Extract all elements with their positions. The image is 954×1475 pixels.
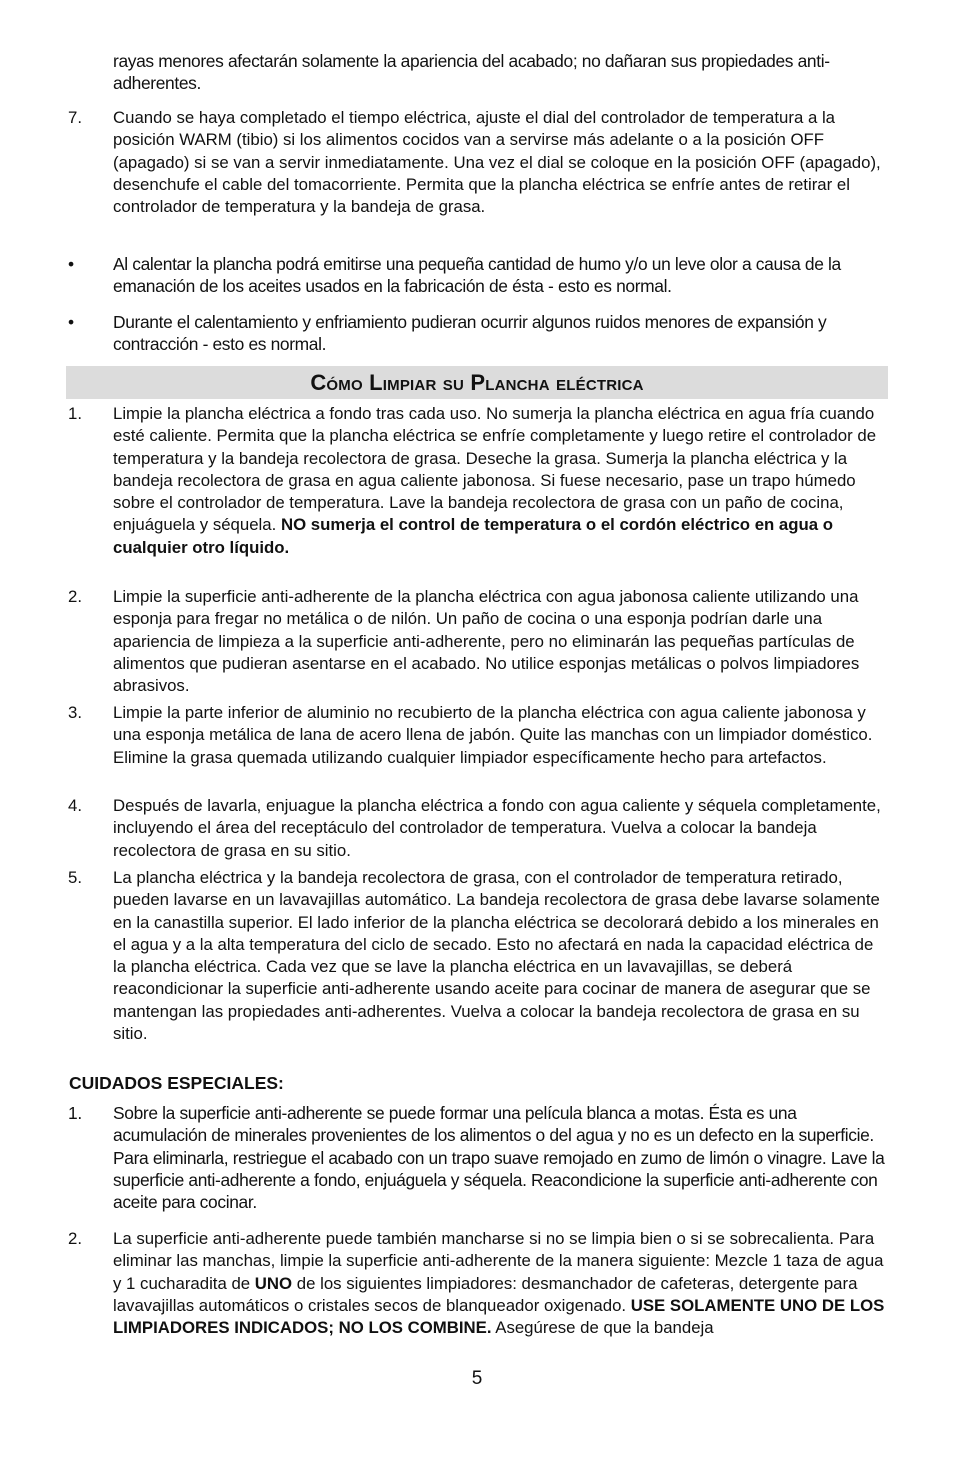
bullet-item	[68, 253, 886, 298]
list-item	[68, 107, 886, 218]
list-item	[68, 867, 886, 1045]
section-heading-bar	[66, 366, 888, 399]
list-item-text	[113, 403, 886, 559]
bullet-marker: •	[68, 254, 74, 274]
list-item-text-regular: de los siguientes limpiadores: desmanchador de cafeteras, detergente para lavavajillas automáticos o cristales secos de blanqueador oxigenado.	[113, 1273, 858, 1315]
list-item-text-bold: USE SOLAMENTE UNO DE LOS LIMPIADORES INDICADOS; NO LOS COMBINE.	[113, 1295, 885, 1338]
list-number: 1.	[68, 404, 82, 423]
list-item-text-regular: La superficie anti-adherente puede también mancharse si no se limpia bien o si se sobrecalienta. Para eliminar las manchas, limpie la superficie anti-adherente de la manera siguiente: Mezcle 1 taza de agua y 1 cucharadita de	[113, 1229, 884, 1293]
list-item-text: Limpie la superficie anti-adherente de la plancha eléctrica con agua jabonosa caliente utilizando una esponja para fregar no metálica o de nilón. Un paño de cocina o una esponja podrían darle una apariencia de limpieza a la superficie anti-adherente, pero no eliminarán las pequeñas partículas de alimentos que pudieran asentarse en el acabado. No utilice esponjas metálicas o polvos limpiadores abrasivos.	[113, 587, 860, 696]
list-item-text: Sobre la superficie anti-adherente se puede formar una película blanca a motas. Ésta es una acumulación de minerales provenientes de los alimentos o del agua y no es un defecto en la superficie. Para eliminarla, restriegue el acabado con un trapo suave remojado en zumo de limón o vinagre. Lave la superficie anti-adherente a fondo, enjuáguela y séquela. Reacondicione la superficie anti-adherente con aceite para cocinar.	[113, 1103, 885, 1213]
list-number: 2.	[68, 1229, 82, 1248]
bullet-text: Al calentar la plancha podrá emitirse una pequeña cantidad de humo y/o un leve olor a causa de la emanación de los aceites usados en la fabricación de ésta - esto es normal.	[113, 254, 841, 297]
list-number: 7.	[68, 108, 82, 127]
list-item-text: Limpie la parte inferior de aluminio no recubierto de la plancha eléctrica con agua caliente jabonosa y una esponja metálica de lana de acero llena de jabón. Quite las manchas con un limpiador doméstico. Elimine la grasa quemada utilizando cualquier limpiador específicamente hecho para artefactos.	[113, 703, 873, 767]
page-number: 5	[471, 1368, 483, 1389]
list-item-text: La plancha eléctrica y la bandeja recolectora de grasa, con el controlador de temperatura retirado, pueden lavarse en un lavavajillas automático. La bandeja recolectora de grasa debe lavarse solamente en la canastilla superior. El lado inferior de la plancha eléctrica se decolorará debido a los minerales en el agua y a la alta temperatura del ciclo de secado. Esto no afectará en nada la capacidad eléctrica de la plancha eléctrica. Cada vez que se lave la plancha eléctrica en un lavavajillas, se deberá reacondicionar la superficie anti-adherente usando aceite para cocinar de manera de asegurar que se mantengan las propiedades anti-adherentes. Vuelva a colocar la bandeja recolectora de grasa en su sitio.	[113, 868, 880, 1044]
list-number: 5.	[68, 868, 82, 887]
bullet-text: Durante el calentamiento y enfriamiento pudieran ocurrir algunos ruidos menores de expansión y contracción - esto es normal.	[113, 312, 827, 355]
list-item-text-bold: UNO	[254, 1273, 293, 1293]
list-item	[68, 403, 886, 559]
list-item	[68, 1228, 886, 1339]
bullet-marker: •	[68, 312, 74, 332]
list-item-text-regular: Asegúrese de que la bandeja	[491, 1318, 714, 1338]
bullet-item	[68, 311, 886, 356]
special-care-heading: CUIDADOS ESPECIALES:	[69, 1073, 284, 1093]
list-item-text	[113, 1228, 886, 1339]
list-item-text: Después de lavarla, enjuague la plancha eléctrica a fondo con agua caliente y séquela completamente, incluyendo el área del receptáculo del controlador de temperatura. Vuelva a colocar la bandeja recolectora de grasa en su sitio.	[113, 796, 881, 860]
continuation-paragraph	[68, 50, 886, 95]
list-item	[68, 702, 886, 769]
list-number: 2.	[68, 587, 82, 606]
section-title: Cómo Limpiar su Plancha eléctrica	[310, 370, 644, 395]
list-number: 4.	[68, 796, 82, 815]
list-item	[68, 1102, 886, 1213]
list-number: 3.	[68, 703, 82, 722]
list-number: 1.	[68, 1103, 82, 1123]
list-item-text: Cuando se haya completado el tiempo eléctrica, ajuste el dial del controlador de temperatura a la posición WARM (tibio) si los alimentos cocidos van a servirse más adelante o a la posición OFF (apagado) si se van a servir inmediatamente. Una vez el dial se coloque en la posición OFF (apagado), desenchufe el cable del tomacorriente. Permita que la plancha eléctrica se enfríe antes de retirar el controlador de temperatura y la bandeja de grasa.	[113, 108, 881, 217]
continuation-text: rayas menores afectarán solamente la apariencia del acabado; no dañaran sus propiedades anti-adherentes.	[113, 51, 830, 94]
list-item-text-regular: Limpie la plancha eléctrica a fondo tras cada uso. No sumerja la plancha eléctrica en agua fría cuando esté caliente. Permita que la plancha eléctrica se enfríe completamente y luego retire el controlador de temperatura y la bandeja recolectora de grasa. Deseche la grasa. Sumerja la plancha eléctrica y la bandeja recolectora de grasa en agua caliente jabonosa. Si fuese necesario, pase un trapo húmedo sobre el controlador de temperatura. Lave la bandeja recolectora de grasa con un paño de cocina, enjuáguela y séquela.	[113, 404, 877, 535]
list-item	[68, 795, 886, 862]
list-item	[68, 586, 886, 697]
list-item-text-bold: NO sumerja el control de temperatura o el cordón eléctrico en agua o cualquier otro líquido.	[113, 515, 834, 557]
